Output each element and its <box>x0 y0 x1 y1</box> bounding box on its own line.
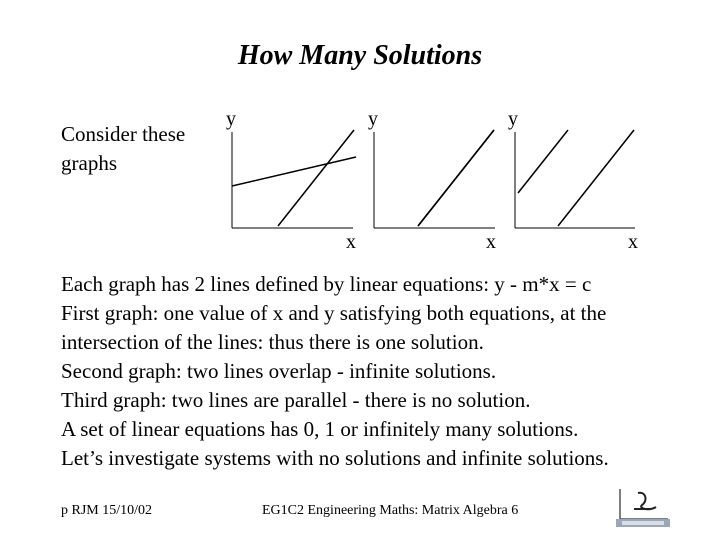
text-line: Second graph: two lines overlap - infinite solutions. <box>61 359 497 383</box>
graph-infinite-solutions <box>368 108 496 253</box>
cybernetics-logo-icon <box>612 485 674 529</box>
line-parallel-b <box>558 130 634 226</box>
footer-author-date: p RJM 15/10/02 <box>61 503 153 518</box>
text-line: Third graph: two lines are parallel - there is no solution. <box>61 388 531 412</box>
text-line: A set of linear equations has 0, 1 or infinitely many solutions. <box>61 417 579 441</box>
x-axis-label: x <box>628 231 638 253</box>
explanation-text <box>61 270 711 473</box>
y-axis-label: y <box>226 108 236 130</box>
text-line: First graph: one value of x and y satisfying both equations, at the <box>61 301 607 325</box>
x-axis-label: x <box>486 231 496 253</box>
graph-one-solution <box>226 108 356 253</box>
text-line: Each graph has 2 lines defined by linear equations: y - m*x = c <box>61 272 592 296</box>
graph-no-solution <box>508 108 638 253</box>
text-line: intersection of the lines: thus there is one solution. <box>61 330 484 354</box>
intro-text: Consider these graphs <box>61 122 186 175</box>
text-line: Let’s investigate systems with no solutions and infinite solutions. <box>61 446 609 470</box>
slide-title: How Many Solutions <box>237 40 483 71</box>
line-parallel-a <box>518 130 568 193</box>
graphs-figure <box>0 0 720 260</box>
line-shallow <box>232 157 356 186</box>
x-axis-label: x <box>346 231 356 253</box>
y-axis-label: y <box>508 108 518 130</box>
y-axis-label: y <box>368 108 378 130</box>
line-steep <box>278 130 354 226</box>
line-overlapping-b <box>418 130 494 226</box>
footer-course: EG1C2 Engineering Maths: Matrix Algebra 6 <box>262 503 519 518</box>
